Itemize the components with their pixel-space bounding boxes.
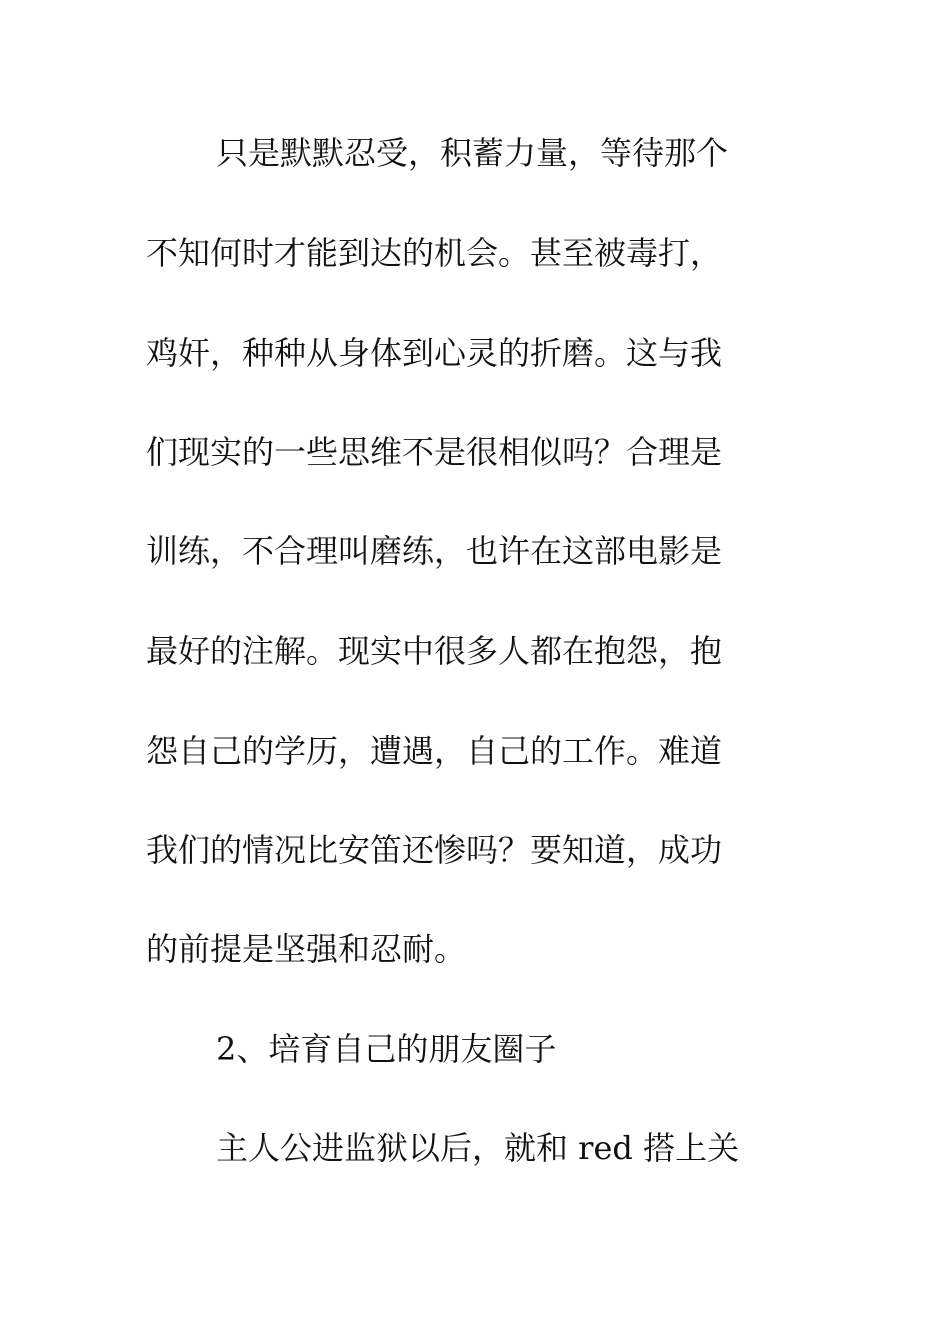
paragraph-line: 训练，不合理叫磨练，也许在这部电影是 [146,532,723,570]
paragraph-line: 只是默默忍受，积蓄力量，等待那个 [216,134,729,172]
section-heading: 2、培育自己的朋友圈子 [216,1030,557,1068]
paragraph-line: 们现实的一些思维不是很相似吗？合理是 [146,433,723,471]
paragraph-line: 主人公进监狱以后，就和 red 搭上关 [216,1129,740,1167]
paragraph-line: 的前提是坚强和忍耐。 [146,930,467,968]
paragraph-line: 怨自己的学历，遭遇，自己的工作。难道 [146,732,723,770]
paragraph-line: 我们的情况比安笛还惨吗？要知道，成功 [146,831,723,869]
paragraph-line: 不知何时才能到达的机会。甚至被毒打， [146,234,723,272]
paragraph-line: 最好的注解。现实中很多人都在抱怨，抱 [146,632,723,670]
paragraph-line: 鸡奸，种种从身体到心灵的折磨。这与我 [146,334,723,372]
